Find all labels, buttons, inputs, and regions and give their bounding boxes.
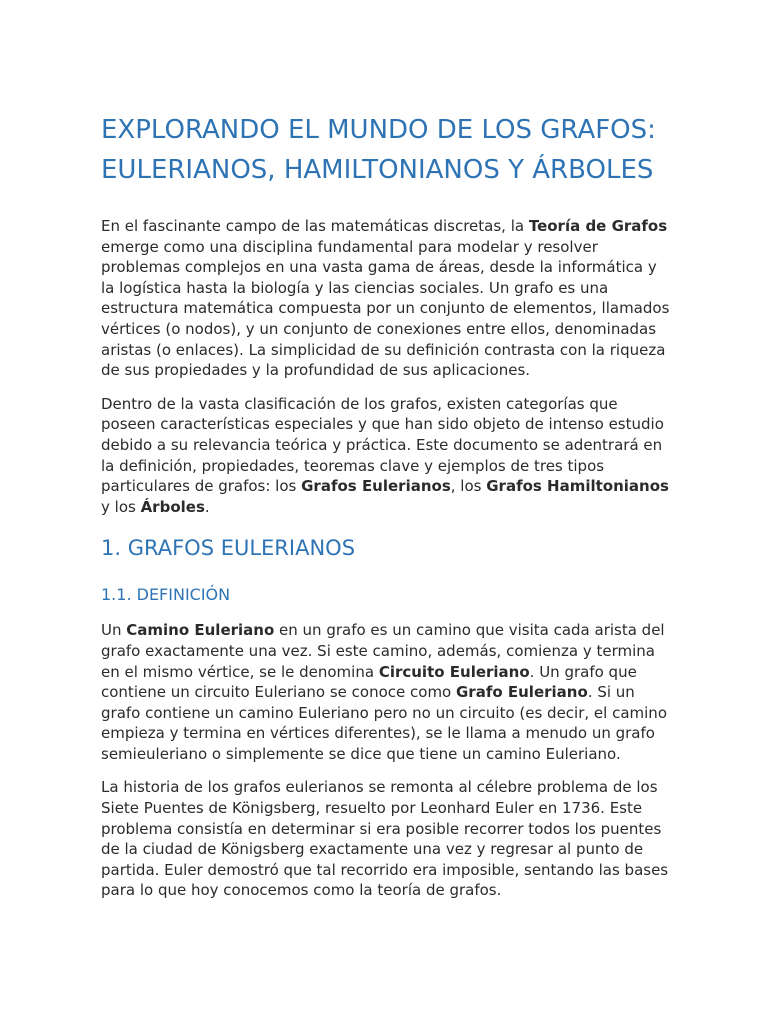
def-text-e: . Un grafo que contiene un circuito Euleriano se conoce como — [101, 662, 637, 702]
section-1-1-subheading: 1.1. DEFINICIÓN — [101, 585, 231, 605]
intro-p2-text-c: , los — [450, 477, 487, 496]
intro-paragraph-1 — [101, 216, 671, 381]
intro-p1-text-a: En el fascinante campo de las matemáticas discretas, la — [101, 217, 529, 235]
intro-p2-text-a: Dentro de la vasta clasificación de los grafos, existen categorías que poseen características especiales y que han sido objeto de intenso estudio debido a su relevancia teórica y práctica. Este documento se adentrará en la definición, propiedades, teoremas clave y ejemplos de tres tipos particulares de grafos: los — [101, 394, 664, 496]
term-grafos-eulerianos: Grafos Eulerianos — [301, 477, 451, 496]
def-text-g: . Si un grafo contiene un camino Euleriano pero no un circuito (es decir, el camino empieza y termina en vértices diferentes), se le llama a menudo un grafo semieuleriano o simplemente se dice que tiene un camino Euleriano. — [101, 683, 667, 763]
document-title: EXPLORANDO EL MUNDO DE LOS GRAFOS: EULERIANOS, HAMILTONIANOS Y ÁRBOLES — [101, 115, 656, 185]
term-arboles: Árboles — [140, 497, 205, 516]
def-text-a: Un — [101, 621, 127, 640]
history-paragraph: La historia de los grafos eulerianos se remonta al célebre problema de los Siete Puentes de Königsberg, resuelto por Leonhard Euler en 1736. Este problema consistía en determinar si era posible recorrer todos los puentes de la ciudad de Königsberg exactamente una vez y regresar al punto de partida. Euler demostró que tal recorrido era imposible, sentando las bases para lo que hoy conocemos como la teoría de grafos. — [101, 778, 669, 900]
document-body — [101, 110, 671, 901]
term-grafo-euleriano: Grafo Euleriano — [456, 683, 588, 702]
term-teoria-de-grafos: Teoría de Grafos — [528, 217, 668, 235]
intro-paragraph-2 — [101, 394, 671, 518]
section-1-heading: 1. GRAFOS EULERIANOS — [101, 536, 356, 561]
term-camino-euleriano: Camino Euleriano — [126, 621, 275, 640]
term-circuito-euleriano: Circuito Euleriano — [378, 662, 530, 681]
intro-p2-text-e: y los — [101, 497, 141, 516]
intro-p1-text-c: emerge como una disciplina fundamental para modelar y resolver problemas complejos en una vasta gama de áreas, desde la informática y la logística hasta la biología y las ciencias sociales. Un grafo es una estructura matemática compuesta por un conjunto de elementos, llamados vértices (o nodos), y un conjunto de conexiones entre ellos, denominadas aristas (o enlaces). La simplicidad de su definición contrasta con la riqueza de sus propiedades y la profundidad de sus aplicaciones. — [101, 237, 670, 380]
intro-p2-text-g: . — [204, 497, 210, 516]
def-text-c: en un grafo es un camino que visita cada arista del grafo exactamente una vez. Si este camino, además, comienza y termina en el mismo vértice, se le denomina — [101, 621, 665, 681]
term-grafos-hamiltonianos: Grafos Hamiltonianos — [486, 477, 669, 496]
definition-paragraph — [101, 620, 671, 764]
